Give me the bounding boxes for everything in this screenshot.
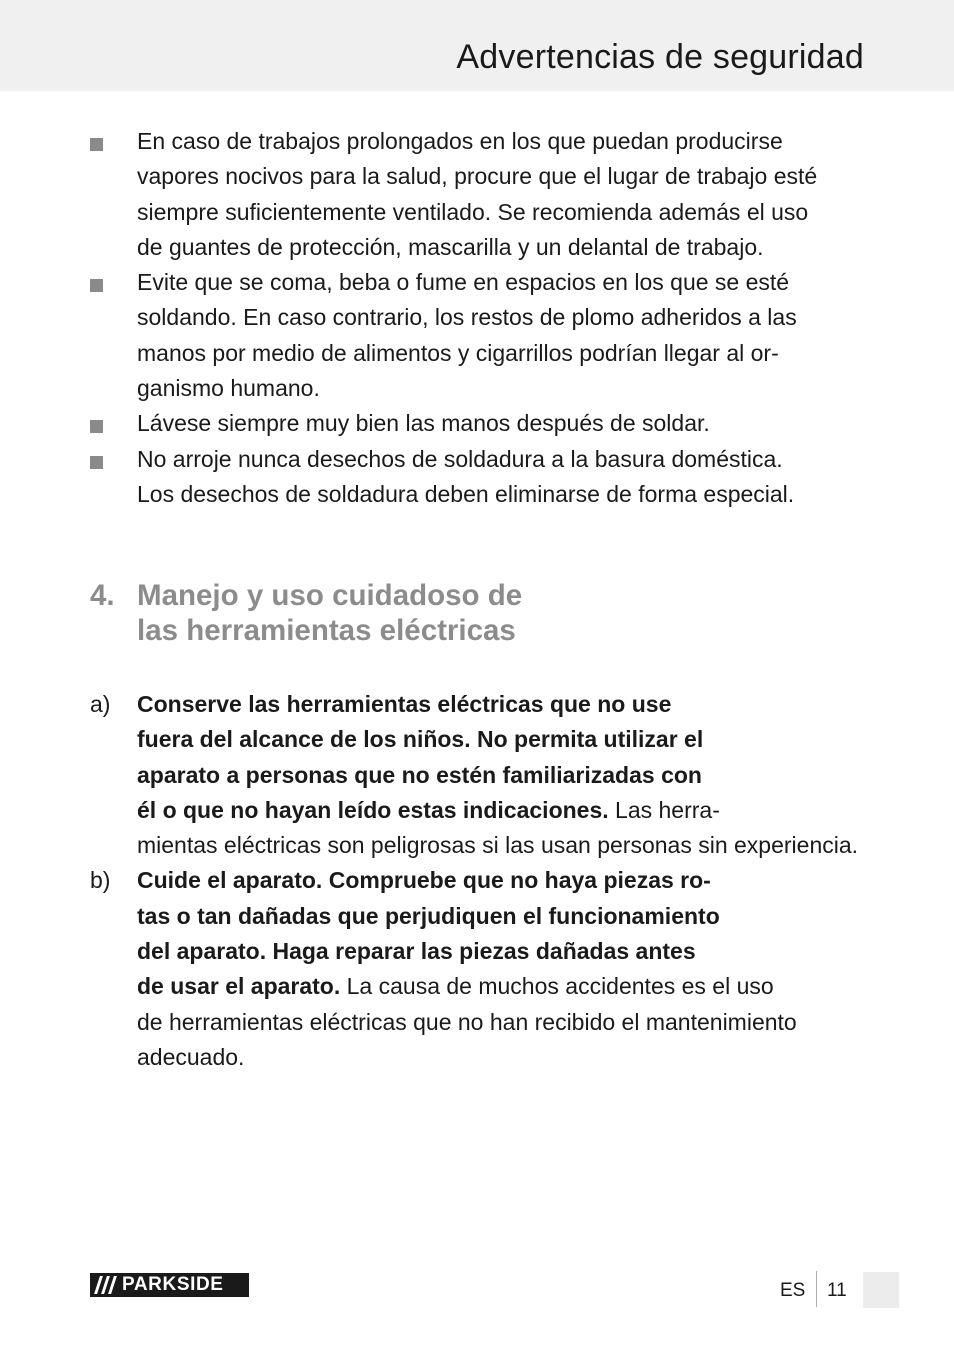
- normal-line: adecuado.: [137, 1043, 245, 1070]
- bullet-text: [137, 406, 869, 441]
- bold-line: tas o tan dañadas que perjudiquen el funcionamiento: [137, 902, 720, 929]
- bold-line: Conserve las herramientas eléctricas que no use: [137, 691, 672, 717]
- item-text: [137, 863, 869, 1075]
- text-line: soldando. En caso contrario, los restos de plomo adheridos a las: [137, 304, 797, 331]
- logo-text: PARKSIDE: [122, 1274, 224, 1295]
- text-line: No arroje nunca desechos de soldadura a la basura doméstica.: [137, 445, 783, 472]
- bold-line: aparato a personas que no estén familiarizadas con: [137, 761, 702, 788]
- text-line: Evite que se coma, beba o fume en espacios en los que se esté: [137, 269, 790, 296]
- text-line: de guantes de protección, mascarilla y un delantal de trabajo.: [137, 233, 764, 260]
- bold-line: él o que no hayan leído estas indicaciones.: [137, 796, 609, 823]
- bold-line: de usar el aparato.: [137, 973, 341, 1000]
- text-line: Lávese siempre muy bien las manos después de soldar.: [137, 410, 710, 437]
- bullet-item: [0, 442, 954, 513]
- bullet-item: [0, 406, 954, 441]
- footer-divider: [816, 1271, 817, 1307]
- section-title-line: Manejo y uso cuidadoso de: [137, 579, 523, 612]
- page-title: Advertencias de seguridad: [456, 38, 864, 76]
- section-number: 4.: [90, 579, 115, 612]
- instruction-item: [0, 687, 954, 863]
- square-bullet-icon: [90, 420, 103, 433]
- square-bullet-icon: [90, 279, 103, 292]
- section-title: [137, 578, 837, 648]
- text-line: manos por medio de alimentos y cigarrillos podrían llegar al or-: [137, 339, 779, 366]
- bullet-item: [0, 265, 954, 406]
- text-line: En caso de trabajos prolongados en los que puedan producirse: [137, 128, 783, 154]
- normal-text: Las herra-: [608, 796, 720, 823]
- section-title-line: las herramientas eléctricas: [137, 614, 516, 647]
- language-code: ES: [780, 1280, 806, 1301]
- normal-line: de herramientas eléctricas que no han recibido el mantenimiento: [137, 1008, 797, 1035]
- bullet-item: [0, 124, 954, 265]
- parkside-logo: [90, 1273, 249, 1297]
- square-bullet-icon: [90, 456, 103, 469]
- instruction-item: [0, 863, 954, 1075]
- header-band: [0, 0, 954, 91]
- text-line: ganismo humano.: [137, 375, 320, 402]
- item-text: [137, 687, 869, 863]
- normal-text: La causa de muchos accidentes es el uso: [340, 973, 774, 1000]
- instruction-list: [0, 687, 954, 1075]
- logo-slashes-icon: [90, 1273, 120, 1297]
- text-line: siempre suficientemente ventilado. Se recomienda además el uso: [137, 198, 809, 225]
- bold-line: del aparato. Haga reparar las piezas dañadas antes: [137, 938, 696, 965]
- item-marker: b): [90, 867, 111, 894]
- text-line: vapores nocivos para la salud, procure que el lugar de trabajo esté: [137, 163, 818, 190]
- bullet-list: [0, 124, 954, 512]
- normal-line: mientas eléctricas son peligrosas si las usan personas sin experiencia.: [137, 832, 859, 859]
- bold-line: fuera del alcance de los niños. No permita utilizar el: [137, 726, 704, 753]
- bullet-text: [137, 442, 869, 513]
- bullet-text: [137, 265, 869, 406]
- item-marker: a): [90, 691, 111, 717]
- square-bullet-icon: [90, 138, 103, 151]
- text-line: Los desechos de soldadura deben eliminarse de forma especial.: [137, 480, 795, 507]
- bold-line: Cuide el aparato. Compruebe que no haya piezas ro-: [137, 867, 711, 894]
- page-number: 11: [827, 1280, 847, 1301]
- bullet-text: [137, 124, 869, 265]
- footer-tab-box: [863, 1272, 899, 1308]
